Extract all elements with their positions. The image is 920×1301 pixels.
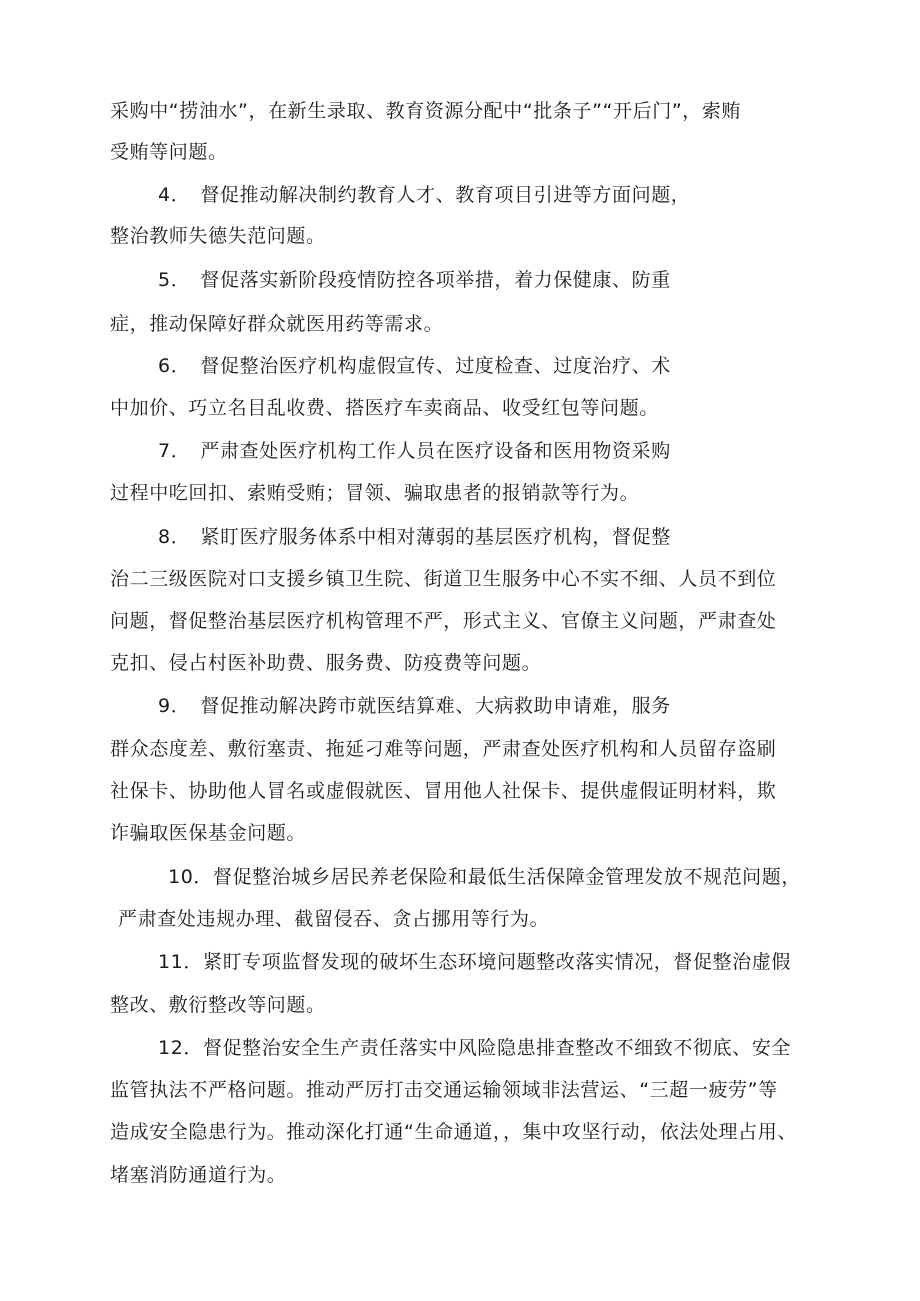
text-line: 监管执法不严格问题。推动严厉打击交通运输领域非法营运、“三超一疲劳”等 <box>110 1079 778 1101</box>
text-line: 整治教师失德失范问题。 <box>110 225 326 247</box>
text-line: 10．督促整治城乡居民养老保险和最低生活保障金管理发放不规范问题， <box>168 866 801 888</box>
text-line: 采购中“捞油水”，在新生录取、教育资源分配中“批条子”“开后门”，索贿 <box>110 100 742 122</box>
text-line: 诈骗取医保基金问题。 <box>110 822 307 844</box>
text-line: 4． 督促推动解决制约教育人才、教育项目引进等方面问题， <box>158 184 691 206</box>
text-line: 中加价、巧立名目乱收费、搭医疗车卖商品、收受红包等问题。 <box>110 397 659 419</box>
text-line: 12．督促整治安全生产责任落实中风险隐患排查整改不细致不彻底、安全 <box>158 1037 791 1059</box>
text-line: 9． 督促推动解决跨市就医结算难、大病救助申请难，服务 <box>158 695 671 717</box>
text-line: 群众态度差、敷衍塞责、拖延刁难等问题，严肃查处医疗机构和人员留存盗刷 <box>110 738 777 760</box>
text-line: 过程中吃回扣、索贿受贿；冒领、骗取患者的报销款等行为。 <box>110 482 640 504</box>
text-line: 克扣、侵占村医补助费、服务费、防疫费等问题。 <box>110 652 542 674</box>
text-line: 整改、敷衍整改等问题。 <box>110 994 326 1016</box>
text-line: 11．紧盯专项监督发现的破坏生态环境问题整改落实情况，督促整治虚假 <box>158 951 791 973</box>
text-line: 问题，督促整治基层医疗机构管理不严，形式主义、官僚主义问题，严肃查处 <box>110 610 777 632</box>
text-line: 症，推动保障好群众就医用药等需求。 <box>110 313 444 335</box>
text-line: 5． 督促落实新阶段疫情防控各项举措，着力保健康、防重 <box>158 269 671 291</box>
text-line: 社保卡、协助他人冒名或虚假就医、冒用他人社保卡、提供虚假证明材料，欺 <box>110 780 777 802</box>
text-line: 6． 督促整治医疗机构虚假宣传、过度检查、过度治疗、术 <box>158 355 671 377</box>
text-line: 8． 紧盯医疗服务体系中相对薄弱的基层医疗机构，督促整 <box>158 526 671 548</box>
text-line: 造成安全隐患行为。推动深化打通“生命通道，，集中攻坚行动，依法处理占用、 <box>110 1121 797 1143</box>
text-line: 堵塞消防通道行为。 <box>110 1164 287 1186</box>
text-line: 严肃查处违规办理、截留侵吞、贪占挪用等行为。 <box>118 908 550 930</box>
text-line: 受贿等问题。 <box>110 141 228 163</box>
text-line: 7． 严肃查处医疗机构工作人员在医疗设备和医用物资采购 <box>158 440 671 462</box>
text-line: 治二三级医院对口支援乡镇卫生院、街道卫生服务中心不实不细、人员不到位 <box>110 568 777 590</box>
